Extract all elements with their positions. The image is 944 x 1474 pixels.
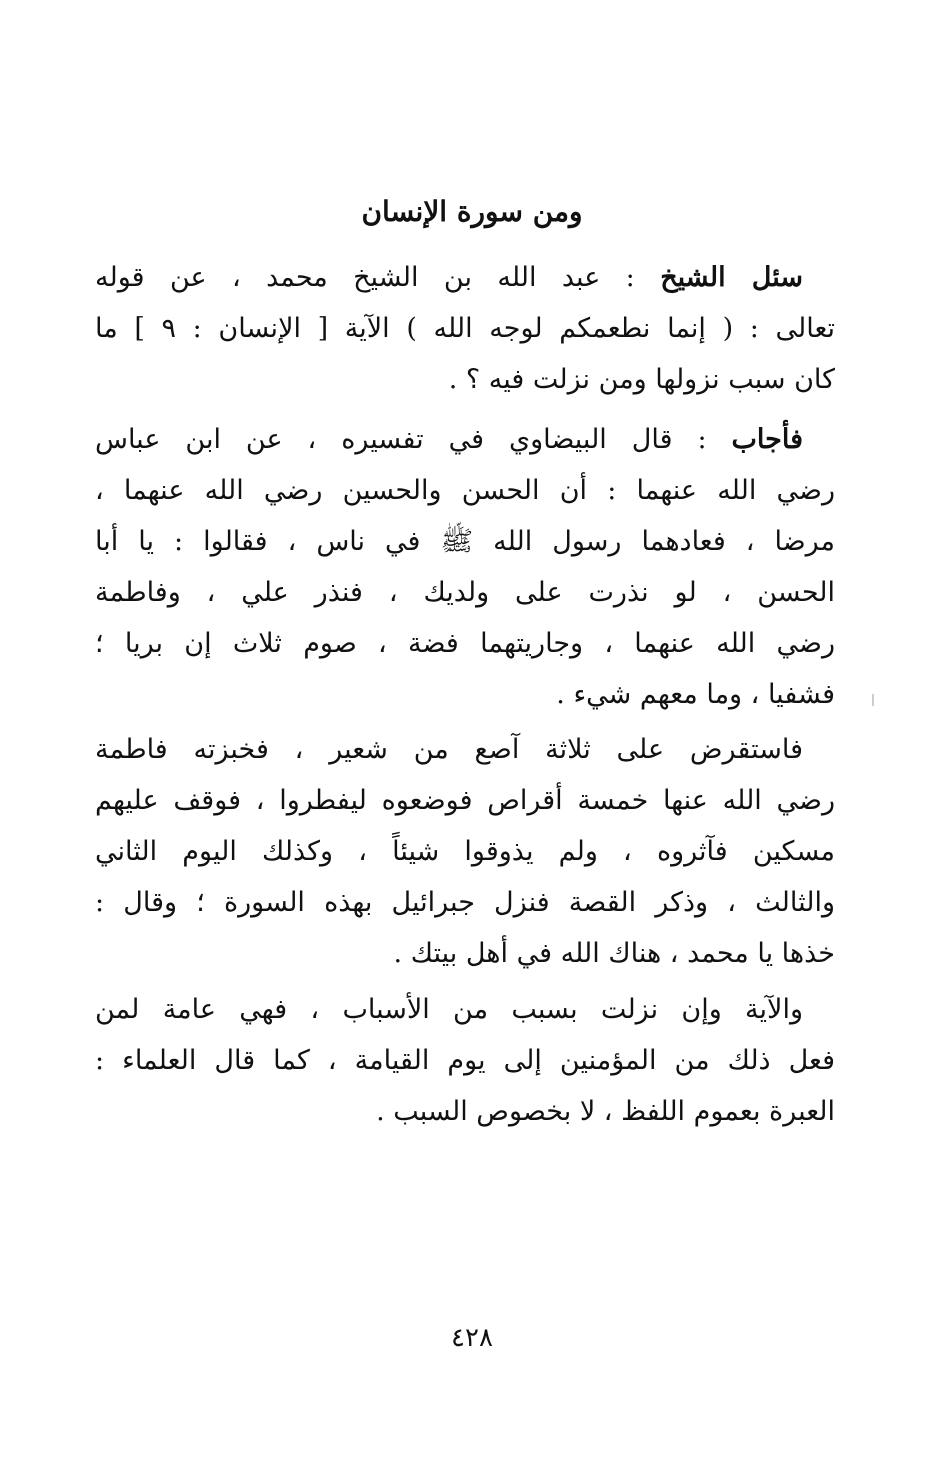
question-line-1: [95, 252, 835, 303]
answer-line-3: مرضا ، فعادهما رسول الله ﷺ في ناس ، فقالوا : يا أبا: [95, 526, 835, 557]
answer-line-2: رضي الله عنهما : أن الحسن والحسين رضي الله عنهما ،: [95, 475, 835, 506]
answer-paragraph: [95, 414, 835, 720]
question-line-3: كان سبب نزولها ومن نزلت فيه ؟ .: [448, 364, 835, 395]
story-paragraph: [95, 724, 835, 979]
section-heading: ومن سورة الإنسان: [361, 195, 583, 228]
answer-lead: فأجاب: [731, 424, 803, 455]
page-number: ٤٢٨: [451, 1323, 493, 1353]
story-line-5: خذها يا محمد ، هناك الله في أهل بيتك .: [393, 938, 835, 969]
story-line-1-text: فاستقرض على ثلاثة آصع من شعير ، فخبزته فاطمة: [95, 734, 803, 765]
answer-line-1-text: : قال البيضاوي في تفسيره ، عن ابن عباس: [95, 424, 707, 455]
margin-mark: [872, 694, 874, 706]
story-line-2: رضي الله عنها خمسة أقراص فوضعوه ليفطروا ، فوقف عليهم: [95, 785, 835, 816]
conclusion-paragraph: [95, 984, 835, 1137]
conclusion-line-1-text: والآية وإن نزلت بسبب من الأسباب ، فهي عامة لمن: [95, 994, 803, 1025]
story-line-3: مسكين فآثروه ، ولم يذوقوا شيئاً ، وكذلك اليوم الثاني: [95, 836, 835, 867]
conclusion-line-2: فعل ذلك من المؤمنين إلى يوم القيامة ، كما قال العلماء :: [95, 1045, 835, 1076]
answer-line-1: [95, 414, 835, 465]
story-line-4: والثالث ، وذكر القصة فنزل جبرائيل بهذه السورة ؛ وقال :: [95, 887, 835, 918]
answer-line-6: فشفيا ، وما معهم شيء .: [556, 679, 835, 710]
question-paragraph: [95, 252, 835, 405]
question-line-2: تعالى : ( إنما نطعمكم لوجه الله ) الآية [ الإنسان : ٩ ] ما: [95, 313, 835, 344]
question-line-1-text: : عبد الله بن الشيخ محمد ، عن قوله: [95, 262, 635, 293]
answer-line-4: الحسن ، لو نذرت على ولديك ، فنذر علي ، وفاطمة: [95, 577, 835, 608]
story-line-1: [95, 724, 835, 775]
question-lead: سئل الشيخ: [660, 262, 803, 293]
answer-line-5: رضي الله عنهما ، وجاريتهما فضة ، صوم ثلاث إن بريا ؛: [95, 628, 835, 659]
conclusion-line-1: [95, 984, 835, 1035]
conclusion-line-3: العبرة بعموم اللفظ ، لا بخصوص السبب .: [376, 1096, 835, 1127]
